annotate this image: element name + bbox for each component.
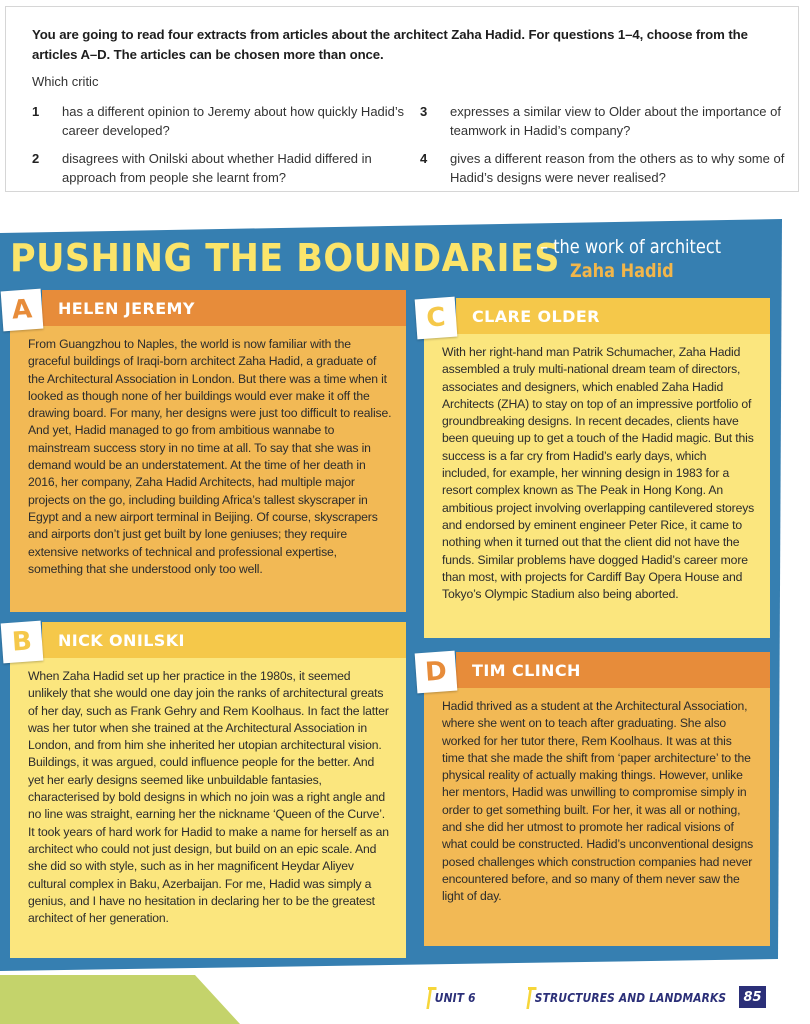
page-footer xyxy=(0,990,810,1014)
article-critic-name: HELEN JEREMY xyxy=(42,290,406,326)
question-text: gives a different reason from the others as to why some of Hadid’s designs were never realised? xyxy=(450,151,785,185)
article-c xyxy=(416,298,770,638)
question-item xyxy=(32,150,412,187)
question-list xyxy=(32,103,785,187)
task-instruction: You are going to read four extracts from articles about the architect Zaha Hadid. For questions 1–4, choose from the articles A–D. The articles can be chosen more than once. xyxy=(32,27,748,62)
question-number: 1 xyxy=(32,104,40,119)
footer-unit: UNIT 6 xyxy=(428,990,476,1005)
question-number: 4 xyxy=(420,151,428,166)
article-text: When Zaha Hadid set up her practice in the 1980s, it seemed unlikely that she would one day join the ranks of architectural greats of her day, such as Frank Gehry and Rem Koolhaus. In fact the latter was her tutor when she trained at the Architectural Association in London, and from him she inherited her utopian architectural vision. Buildings, it was argued, could influence people for the better. And yet her early designs seemed like unbuildable fantasies, characterised by bold designs in which no join was a right angle and no line was straight, earning her the nickname ‘Queen of the Curve’. It took years of hard work for Hadid to make a name for herself as an architect who could not just design, but build on an epic scale. And she did so with style, such as in her magnificent Heydar Aliyev cultural complex in Baku, Azerbaijan. For me, Hadid was simply a genius, and I have no hesitation in declaring her to be the greatest architect of her generation. xyxy=(10,658,406,958)
article-b xyxy=(2,622,406,958)
question-text: has a different opinion to Jeremy about how quickly Hadid’s career developed? xyxy=(62,104,405,138)
article-critic-name: NICK ONILSKI xyxy=(42,622,406,658)
page-number: 85 xyxy=(739,986,766,1008)
article-letter-badge: B xyxy=(1,621,44,664)
article-text: With her right-hand man Patrik Schumacher, Zaha Hadid assembled a truly multi-national dream team of directors, associates and designers, which enabled Zaha Hadid Architects (ZHA) to stay on top of an impressive portfolio of groundbreaking designs. In recent decades, clients have been queuing up to get a touch of the Hadid magic. But this success is a far cry from Hadid’s early days, which included, for example, her winning design in 1983 for a resort complex known as The Peak in Hong Kong. An ambitious project involving overlapping cantilevered storeys and endorsed by eminent engineer Peter Rice, it came to nothing when it turned out that the client did not have the funds. Similar problems have dogged Hadid’s career more than most, with projects for Cardiff Bay Opera House and Tokyo’s Olympic Stadium also being aborted. xyxy=(424,334,770,638)
poster-subtitle-name: Zaha Hadid xyxy=(570,260,674,282)
question-number: 2 xyxy=(32,151,40,166)
poster-title: PUSHING THE BOUNDARIES xyxy=(10,236,560,280)
article-letter-badge: C xyxy=(415,297,458,340)
article-a xyxy=(2,290,406,612)
article-letter-badge: A xyxy=(1,289,44,332)
article-letter-badge: D xyxy=(415,651,458,694)
footer-topic: STRUCTURES AND LANDMARKS xyxy=(528,990,726,1005)
question-item xyxy=(420,103,790,140)
question-text: disagrees with Onilski about whether Hadid differed in approach from people she learnt from? xyxy=(62,151,372,185)
article-text: Hadid thrived as a student at the Architectural Association, where she went on to teach after graduating. She also worked for her tutor there, Rem Koolhaus. It was at this time that she made the shift from ‘paper architecture’ to the physical reality of actually making things. However, unlike her mentors, Hadid was unwilling to compromise simply in order to get something built. For her, it was all or nothing, and she did her utmost to promote her radical visions of what could be constructed. Hadid’s unconventional designs posed challenges which construction companies had never encountered before, and so many of them never saw the light of day. xyxy=(424,688,770,946)
article-critic-name: CLARE OLDER xyxy=(456,298,770,334)
poster-subtitle: – the work of architect xyxy=(540,236,722,258)
question-item xyxy=(32,103,412,140)
task-instructions-box xyxy=(5,6,799,192)
question-text: expresses a similar view to Older about the importance of teamwork in Hadid’s company? xyxy=(450,104,781,138)
question-prompt: Which critic xyxy=(32,74,99,89)
article-text: From Guangzhou to Naples, the world is now familiar with the graceful buildings of Iraqi-born architect Zaha Hadid, a graduate of the Architectural Association in London. But there was a time when it looked as though none of her buildings would ever make it off the drawing board. For many, her designs were just too difficult to realise. And yet, Hadid managed to go from ambitious wannabe to mainstream success story in no time at all. To say that she was in demand would be an understatement. At the time of her death in 2016, her company, Zaha Hadid Architects, had multiple major projects on the go, including building Africa’s tallest skyscraper in Egypt and a new airport terminal in Beijing. Of course, skyscrapers and airports don’t just get built by lone geniuses; they require extensive networks of technical and professional expertise, something that she understood only too well. xyxy=(10,326,406,612)
article-critic-name: TIM CLINCH xyxy=(456,652,770,688)
article-d xyxy=(416,652,770,946)
question-number: 3 xyxy=(420,104,428,119)
question-item xyxy=(420,150,790,187)
